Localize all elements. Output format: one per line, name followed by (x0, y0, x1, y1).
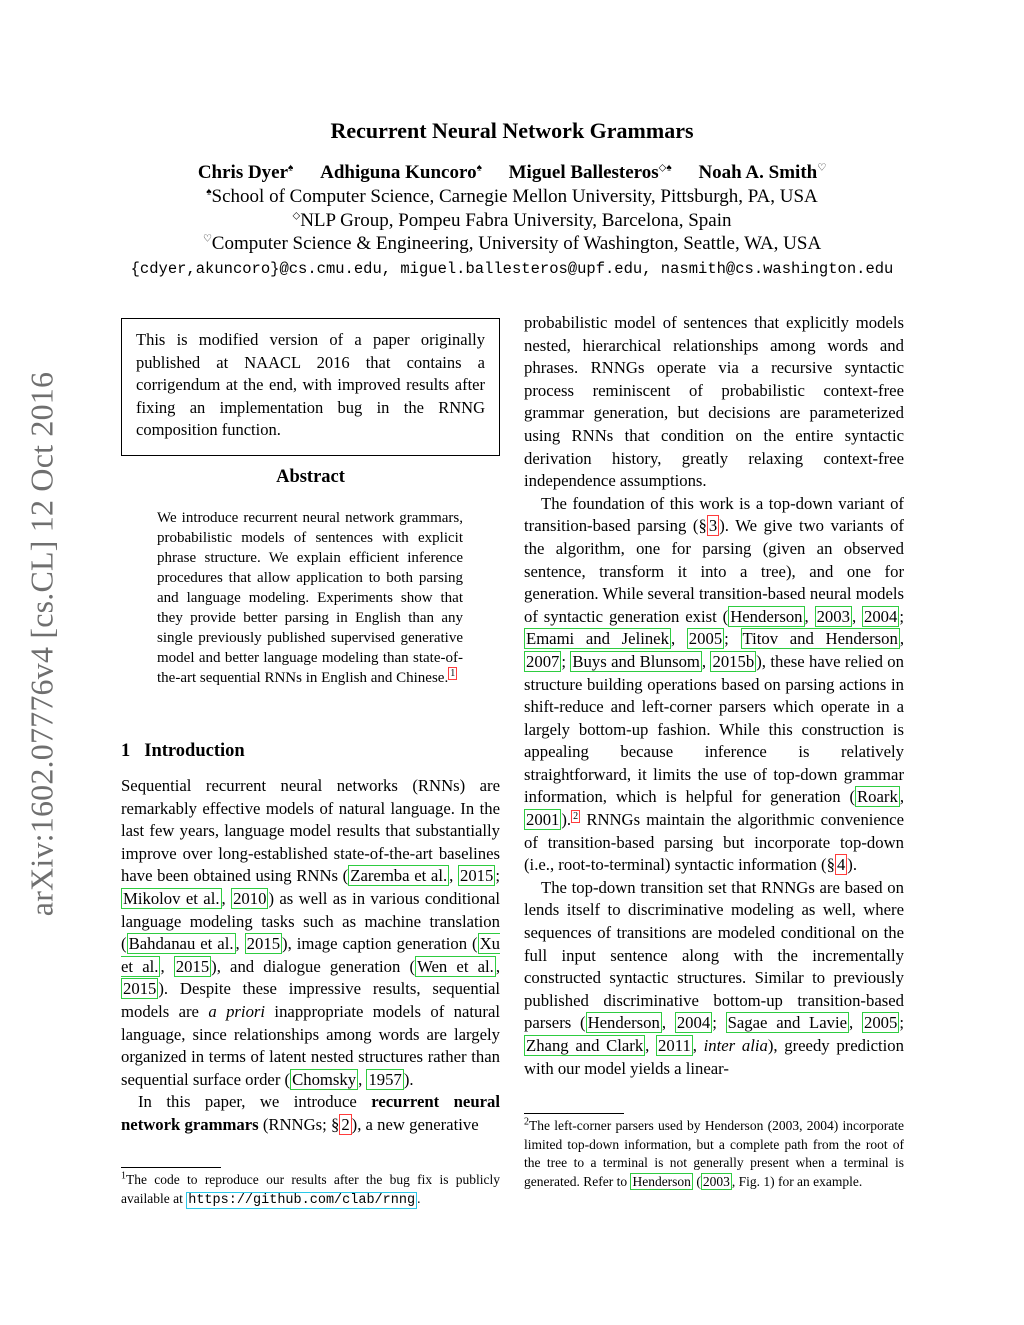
text-run: , Fig. 1) for an example. (731, 1173, 863, 1189)
abstract-body-text: We introduce recurrent neural network grammars, probabilistic models of sentences with explicit phrase structure. We explain efficient inference procedures that allow application to both parsing and language modeling. Experiments show that they provide better parsing in English than any single previously published supervised generative model and better language modeling than state-of-the-art sequential RNNs in English and Chinese. (157, 510, 463, 686)
text-run: Sequential recurrent neural networks (RNNs) are remarkably effective models of natural language. In the last few years, language model results that substantially improve over long-established state-of-the-art baselines have been obtained using RNNs ( (121, 776, 500, 886)
affiliation (0, 186, 1024, 208)
text-run: RNNGs maintain the algorithmic convenience of transition-based parsing but incorporate top-down (i.e., root-to-terminal) syntactic information (§ (524, 810, 904, 875)
text-run: ; (495, 866, 500, 886)
author (320, 162, 482, 183)
citation-link[interactable]: 2004 (676, 1013, 711, 1033)
text-run: ), these have relied on structure building operations based on parsing actions in shift-reduce and left-corner parsers which operate in a largely bottom-up fashion. While this construction is appealing because inference is relatively straightforward, it limits the use of top-down grammar information, which is helpful for generation ( (524, 651, 904, 807)
author (509, 162, 672, 183)
paragraph: The top-down transition set that RNNGs are based on lends itself to discriminative modeling as well, where sequences of transitions are modeled conditional on the full input sentence along with the incrementally constructed syntactic structures. Similar to previously published discriminative bottom-up transition-based parsers ( Henderson , 2004 ; Sagae and Lavie , 2005 ; Zhang and Clark , 2011 , inter alia), greedy prediction with our model yields a linear- (524, 877, 904, 1078)
text-run: The foundation of this work is a top-down variant of transition-based parsing (§ (524, 493, 904, 536)
text-run: ), image caption generation ( (282, 934, 478, 954)
citation-link[interactable]: 2004 (863, 606, 898, 626)
author-name: Noah A. Smith (698, 162, 818, 183)
section-title: Introduction (144, 741, 245, 761)
github-url-link[interactable]: https://github.com/clab/rnng (188, 1192, 416, 1208)
footnote-mark: 1 (121, 1170, 126, 1182)
citation-link[interactable]: 2001 (526, 810, 560, 830)
corrigendum-note-text: This is modified version of a paper originally published at NAACL 2016 that contains a corrigendum at the end, with improved results after fixing an implementation bug in the RNNG composition function. (136, 330, 485, 440)
affiliation-mark: ◇ (292, 210, 301, 222)
citation-link[interactable]: 2005 (863, 1013, 898, 1033)
right-column (524, 312, 904, 1080)
citation-link[interactable]: Xu et al. (121, 934, 500, 976)
emphasis: a priori (208, 1001, 266, 1021)
paragraph: Sequential recurrent neural networks (RNNs) are remarkably effective models of natural language. In the last few years, language model results that substantially improve over long-established state-of-the-art baselines have been obtained using RNNs ( Zaremba et al. , 2015 ; Mikolov et al. , 2010 ) as well as in various conditional language modeling tasks such as machine translation ( Bahdanau et al. , 2015 ), image caption generation ( Xu et al. , 2015 ), and dialogue generation ( Wen et al. , 2015 ). Despite these impressive results, sequential models are a priori inappropriate models of natural language, since relationships among words are largely organized in terms of latent nested structures rather than sequential surface order ( Chomsky , 1957 ). (121, 776, 501, 1089)
paragraph (121, 1091, 500, 1136)
section-link[interactable]: 2 (341, 1114, 350, 1134)
text-run: The code to reproduce our results after the bug fix is publicly available at (121, 1172, 500, 1206)
author-emails: {cdyer,akuncoro}@cs.cmu.edu, miguel.ballesteros@upf.edu, nasmith@cs.washington.edu (130, 260, 894, 278)
text-run: ), greedy prediction with our model yields a linear- (524, 1036, 904, 1078)
text-run: ; (899, 606, 904, 626)
affiliation-mark: ♠ (206, 186, 212, 198)
arxiv-stamp: arXiv:1602.07776v4 [cs.CL] 12 Oct 2016 (23, 371, 60, 917)
footnote-mark: 2 (524, 1116, 529, 1128)
citation-link[interactable]: Buys and Blunsom (572, 651, 700, 671)
text-run: The left-corner parsers used by Henderson (2003, 2004) incorporate limited top-down information, but a complete path from the root of the tree to a terminal is not generally present when a terminal is generated. Refer to (524, 1118, 904, 1189)
citation-link[interactable]: 2015 (246, 934, 281, 954)
citation-link[interactable]: 2015 (123, 979, 157, 999)
bold-term: recurrent neural network grammars (121, 1092, 500, 1134)
citation-link[interactable]: Henderson (632, 1173, 691, 1189)
affiliation-text: School of Computer Science, Carnegie Mellon University, Pittsburgh, PA, USA (211, 186, 818, 207)
citation-link[interactable]: 1957 (368, 1069, 402, 1089)
corrigendum-note-box (121, 318, 500, 456)
affiliation-mark: ♡ (202, 233, 212, 245)
text-run: ), and dialogue generation ( (211, 956, 416, 976)
author (198, 162, 294, 183)
citation-link[interactable]: Bahdanau et al. (128, 934, 234, 954)
footnote: $^2$The left-corner parsers used by Henderson (2003, 2004) incorporate limited top-down information, but a complete path from the root of the tree to a terminal is not generally present when a terminal is generated. Refer to Henderson ( 2003 , Fig. 1) for an example. (524, 1116, 904, 1189)
author-name: Miguel Ballesteros (508, 162, 659, 183)
affiliation-text: NLP Group, Pompeu Fabra University, Barcelona, Spain (300, 210, 732, 231)
footnote-link[interactable]: 2 (573, 810, 579, 822)
text-run: , (692, 1036, 704, 1055)
citation-link[interactable]: 2003 (702, 1173, 730, 1189)
footnote (121, 1171, 500, 1210)
affiliation (0, 210, 1024, 232)
author-name: Adhiguna Kuncoro (320, 162, 477, 183)
footnote-link[interactable]: 1 (450, 668, 456, 679)
citation-link[interactable]: Sagae and Lavie (727, 1013, 848, 1033)
text-run: ; (712, 1013, 726, 1033)
text-run: ). (403, 1069, 414, 1089)
author-name: Chris Dyer (197, 162, 289, 183)
citation-link[interactable]: Roark (857, 787, 898, 807)
section-number: 1 (121, 741, 131, 761)
footnote-divider (121, 1167, 221, 1168)
author-list (0, 162, 1024, 184)
abstract-heading: Abstract (276, 467, 345, 487)
citation-link[interactable]: Henderson (587, 1013, 660, 1033)
author-mark: ◇♠ (658, 162, 672, 174)
text-run: . (417, 1190, 421, 1206)
text-run: inappropriate models of natural language, since relationships among words are largely organized in terms of latent nested structures rather than sequential surface order ( (121, 1001, 500, 1089)
text-run: ). We give two variants of the algorithm, one for parsing (given an observed sentence, transform it into a tree), and one for generation. While several transition-based neural models of syntactic generation exist ( (524, 516, 904, 626)
citation-link[interactable]: 2005 (688, 629, 723, 649)
left-column (121, 775, 500, 1137)
section-link[interactable]: 4 (836, 855, 846, 875)
author-mark: ♠ (288, 162, 294, 174)
citation-link[interactable]: 2003 (816, 606, 850, 626)
citation-link[interactable]: 2007 (526, 651, 560, 671)
section-link[interactable]: 3 (708, 516, 718, 536)
citation-link[interactable]: Zaremba et al. (350, 866, 448, 886)
text-run: In this paper, we introduce (138, 1092, 372, 1112)
author-mark: ♠ (476, 162, 482, 174)
text-run: ), a new generative (351, 1114, 479, 1134)
paragraph: The foundation of this work is a top-down variant of transition-based parsing (§ 3 ). We give two variants of the algorithm, one for parsing (given an observed sentence, transform it into a tree), and one for generation. While several transition-based neural models of syntactic generation exist ( Henderson , 2003 , 2004 ; Emami and Jelinek , 2005 ; Titov and Henderson , 2007 ; Buys and Blunsom , 2015b ), these have relied on structure building operations based on parsing actions in shift-reduce and left-corner parsers which operate in a largely bottom-up fashion. While this construction is appealing because inference is relatively straightforward, it limits the use of top-down grammar information, which is helpful for generation ( Roark , 2001 ). $^2$ RNNGs maintain the algorithmic convenience of transition-based parsing but incorporate top-down (i.e., root-to-terminal) syntactic information (§ 4 ). (524, 493, 904, 875)
citation-link[interactable]: 2015 (459, 866, 494, 886)
citation-link[interactable]: Titov and Henderson (742, 629, 898, 649)
affiliation-text: Computer Science & Engineering, University of Washington, Seattle, WA, USA (211, 233, 822, 254)
section-heading (121, 741, 245, 762)
citation-link[interactable]: 2015b (712, 651, 755, 671)
abstract-text (157, 508, 463, 688)
citation-link[interactable]: Mikolov et al. (123, 888, 220, 908)
text-run: ). (847, 855, 858, 875)
text-run: ). (561, 810, 572, 830)
citation-link[interactable]: Henderson (730, 606, 803, 626)
citation-link[interactable]: Wen et al. (417, 956, 494, 976)
citation-link[interactable]: 2010 (233, 888, 267, 908)
paper-title: Recurrent Neural Network Grammars (330, 118, 694, 143)
emphasis: inter alia (703, 1036, 768, 1055)
citation-link[interactable]: Chomsky (292, 1069, 357, 1089)
affiliation (0, 233, 1024, 255)
citation-link[interactable]: 2015 (175, 956, 210, 976)
citation-link[interactable]: Zhang and Clark (526, 1036, 644, 1055)
footnote-divider (524, 1113, 624, 1114)
citation-link[interactable]: 2011 (658, 1036, 691, 1055)
text-run: (RNNGs; § (258, 1114, 340, 1134)
author (698, 162, 826, 183)
text-run: The top-down transition set that RNNGs are based on lends itself to discriminative modeling as well, where sequences of transitions are modeled conditional on the full input sentence along with the incrementally constructed syntactic structures. Similar to previously published discriminative bottom-up transition-based parsers ( (524, 877, 904, 1033)
author-mark: ♡ (817, 162, 827, 174)
paragraph: probabilistic model of sentences that explicitly models nested, hierarchical relationships among words and phrases. RNNGs operate via a recursive syntactic process reminiscent of probabilistic context-free grammar generation, but decisions are parameterized using RNNs that condition on the entire syntactic derivation history, greatly relaxing context-free independence assumptions. (524, 313, 904, 491)
text-run: ). Despite these impressive results, sequential models are (121, 979, 500, 1021)
citation-link[interactable]: Emami and Jelinek (526, 629, 669, 649)
text-run: ) as well as in various conditional language modeling tasks such as machine translation ( (121, 888, 501, 954)
